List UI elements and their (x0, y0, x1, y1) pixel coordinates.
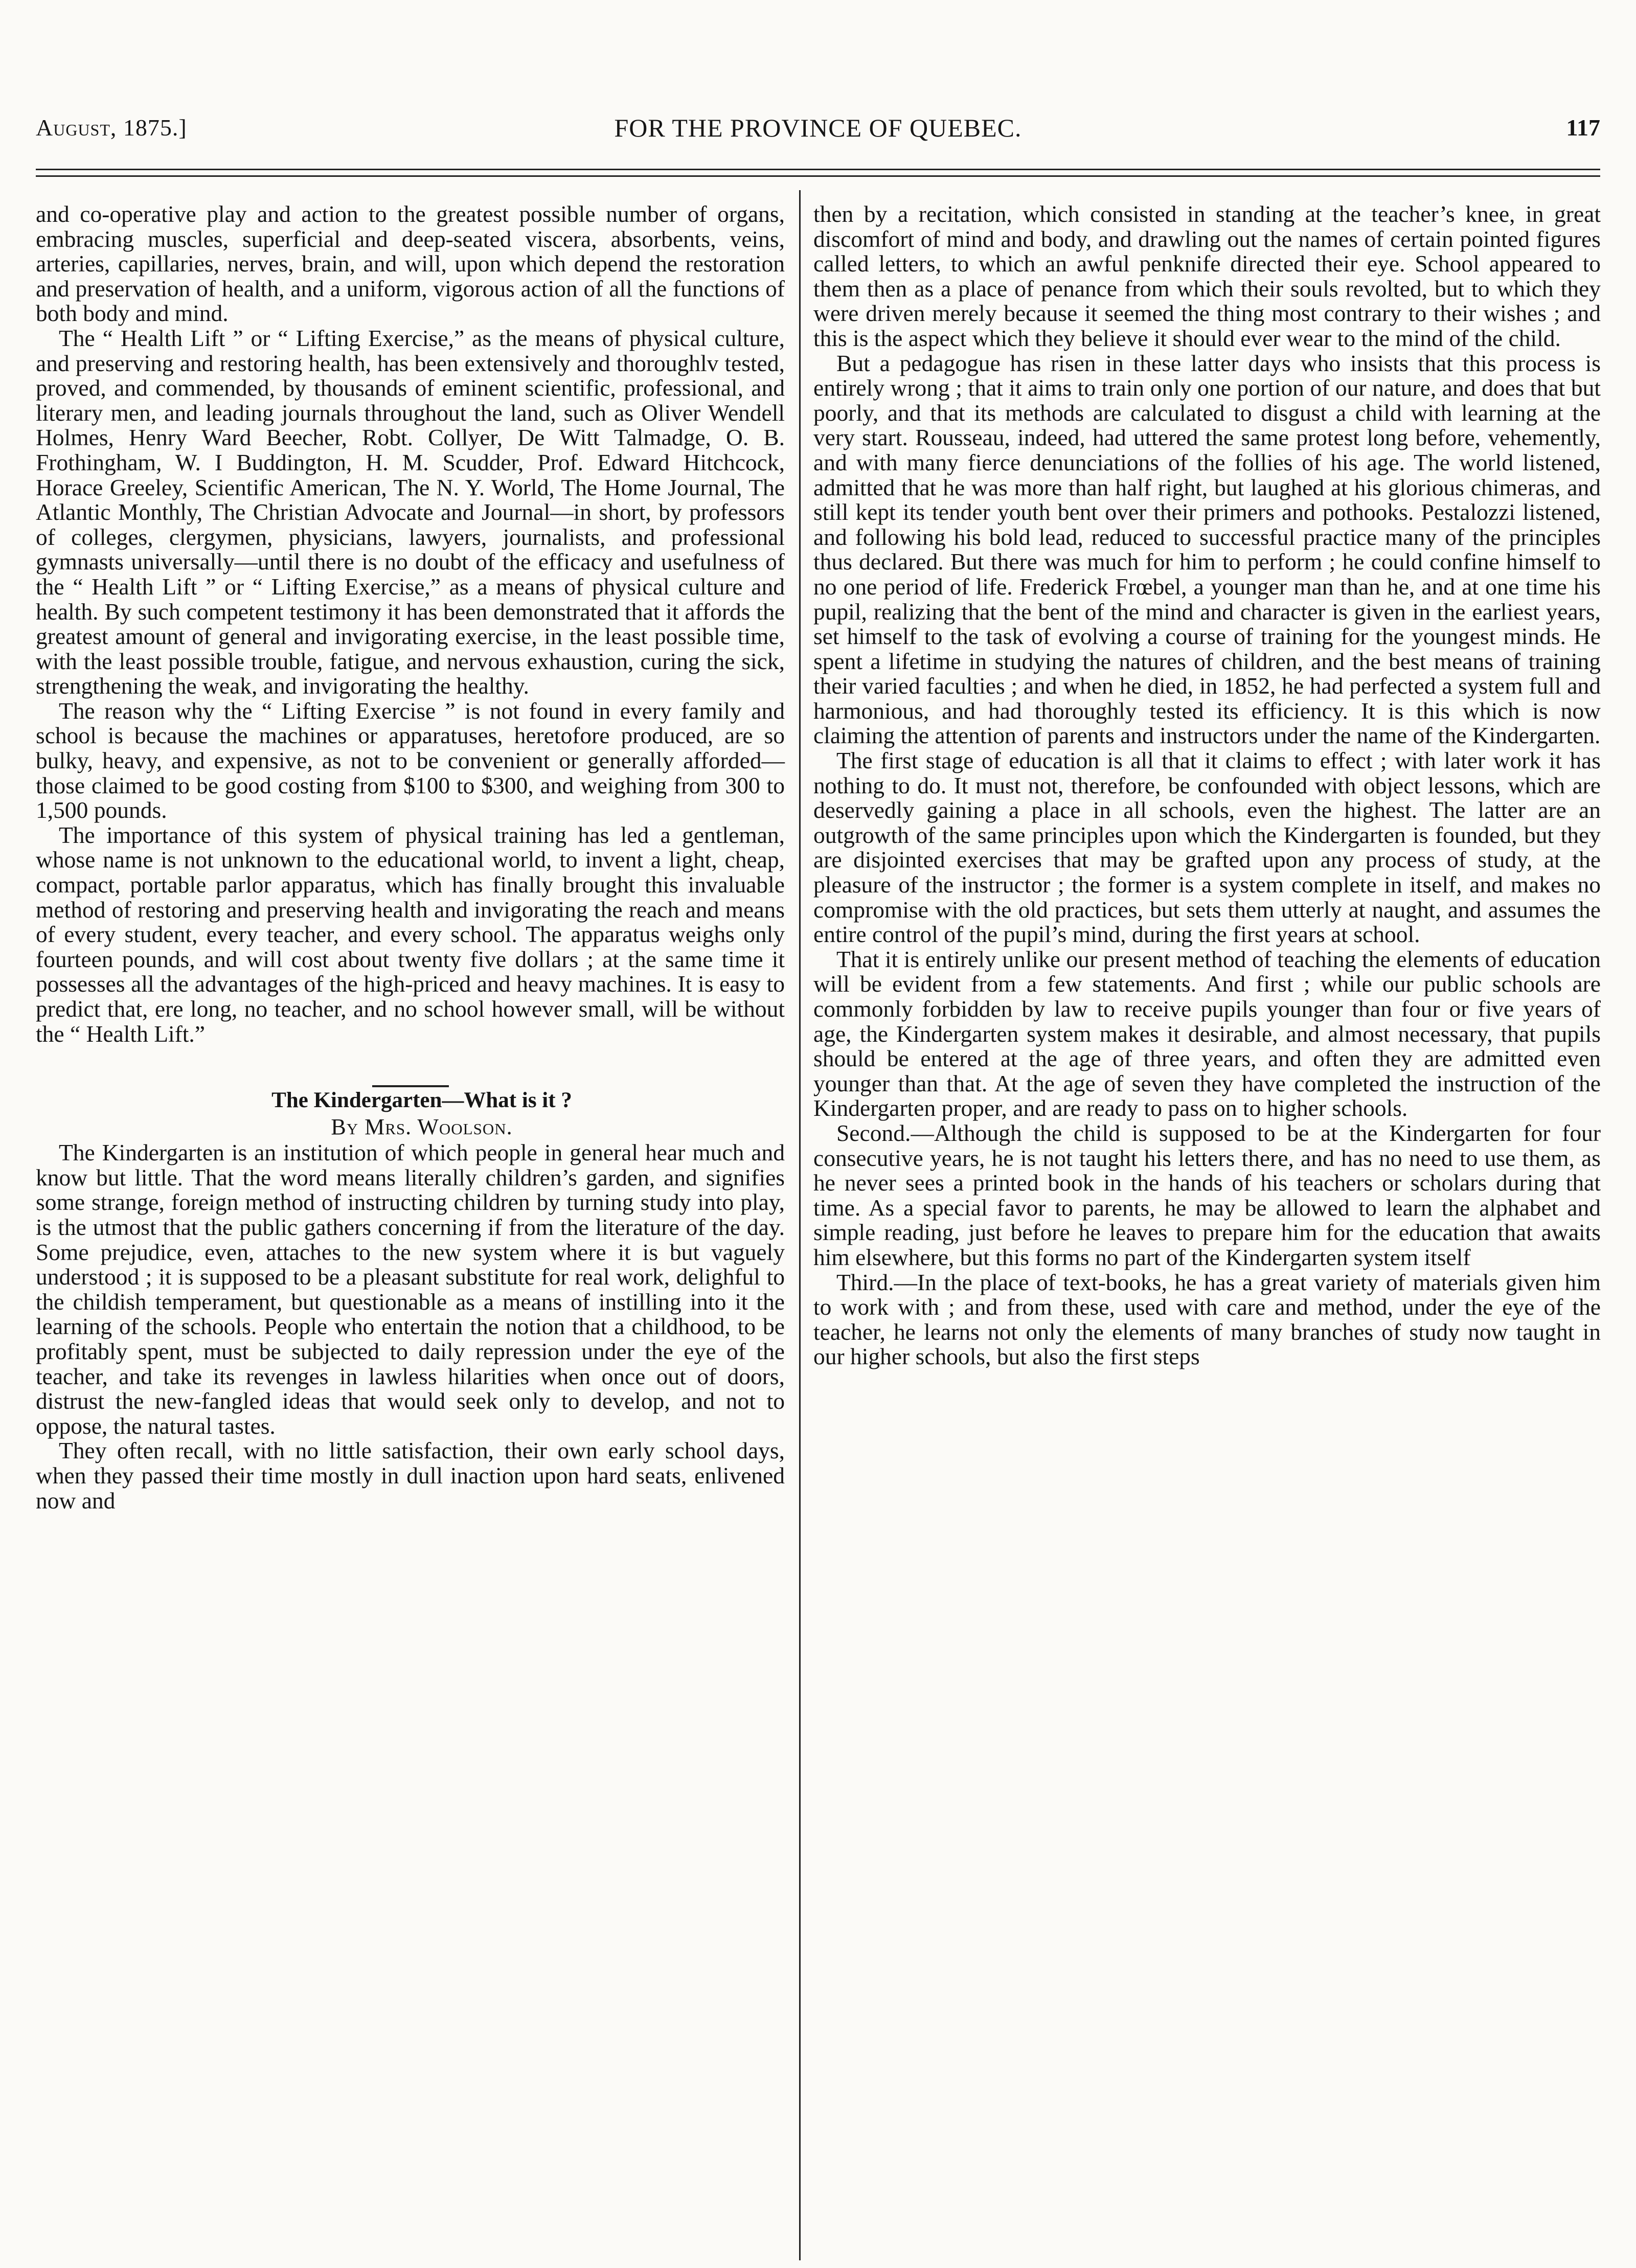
paragraph: They often recall, with no little satisfaction, their own early school days, when they passed their time mostly in dull inaction upon hard seats, enlivened now and (36, 1437, 785, 1514)
paragraph: But a pedagogue has risen in these latter days who insists that this process is entirely wrong ; that it aims to train only one portion of our nature, and does that but poorly, and that its methods are calculated to disgust a child with learning at the very start. Rousseau, indeed, had uttered the same protest long before, vehemently, and with many fierce denunciations of the follies of his age. The world listened, admitted that he was more than half right, but laughed at his glorious chimeras, and still kept its tender youth bent over their primers and pothooks. Pestalozzi listened, and following his bold lead, reduced to successful practice many of the principles thus declared. But there was much for him to perform ; he could confine himself to no one period of life. Frederick Frœbel, a younger man than he, and at one time his pupil, realizing that the bent of the mind and character is given in the earliest years, set himself to the task of evolving a course of training for the youngest minds. He spent a lifetime in studying the natures of children, and the best means of training their varied faculties ; and when he died, in 1852, he had perfected a system full and harmonious, and had thoroughly tested its efficiency. It is this which is now claiming the attention of parents and instructors under the name of the Kindergarten. (813, 350, 1601, 749)
running-header (36, 110, 1600, 146)
header-rule-top (36, 169, 1600, 170)
paragraph: The reason why the “ Lifting Exercise ” is not found in every family and school is because the machines or apparatuses, heretofore produced, are so bulky, heavy, and expensive, as not to be convenient or generally afforded—those claimed to be good costing from $100 to $300, and weighing from 300 to 1,500 pounds. (36, 697, 785, 823)
article-title: The Kindergarten—What is it ? (271, 1088, 572, 1113)
article-byline: By Mrs. Woolson. (331, 1114, 513, 1140)
paragraph: and co-operative play and action to the greatest possible number of organs, embracing muscles, superficial and deep-seated viscera, absorbents, veins, arteries, capillaries, nerves, brain, and will, upon which depend the restoration and preservation of health, and a uniform, vigorous action of all the functions of both body and mind. (36, 201, 785, 327)
paragraph: The first stage of education is all that it claims to effect ; with later work it has nothing to do. It must not, therefore, be confounded with object lessons, which are deservedly gaining a place in all schools, even the highest. The latter are an outgrowth of the same principles upon which the Kindergarten is founded, but they are disjointed exercises that may be grafted upon any process of study, at the pleasure of the instructor ; the former is a system complete in itself, and makes no compromise with the old practices, but sets them utterly at naught, and assumes the entire control of the pupil’s mind, during the first years at school. (813, 747, 1601, 948)
paragraph: The Kindergarten is an institution of which people in general hear much and know but little. That the word means literally children’s garden, and signifies some strange, foreign method of instructing children by turning study into play, is the utmost that the public gathers concerning if from the literature of the day. Some prejudice, even, attaches to the new system where it is but vaguely understood ; it is supposed to be a pleasant substitute for real work, delighful to the childish temperament, but questionable as a means of instilling into it the learning of the schools. People who entertain the notion that a childhood, to be profitably spent, must be subjected to daily repression under the eye of the teacher, and take its revenges in lawless hilarities when once out of doors, distrust the new-fangled ideas that would seek only to develop, and not to oppose, the natural tastes. (36, 1139, 785, 1439)
paragraph: That it is entirely unlike our present method of teaching the elements of education will be evident from a few statements. And first ; while our public schools are commonly forbidden by law to receive pupils younger than four or five years of age, the Kindergarten system makes it desirable, and almost necessary, that pupils should be entered at the age of three years, and often they are admitted even younger than that. At the age of seven they have completed the instruction of the Kindergarten proper, and are ready to pass on to higher schools. (813, 946, 1601, 1121)
left-column (36, 202, 785, 1513)
right-column (813, 202, 1601, 1369)
header-date: August, 1875.] (36, 114, 187, 141)
header-rule-bottom (36, 175, 1600, 177)
column-divider (799, 190, 801, 2260)
paragraph: Third.—In the place of text-books, he has a great variety of materials given him to work with ; and from these, used with care and method, under the eye of the teacher, he learns not only the elements of many branches of study now taught in our higher schools, but also the first steps (813, 1269, 1601, 1370)
paragraph: The “ Health Lift ” or “ Lifting Exercise,” as the means of physical culture, and preserving and restoring health, has been extensively and thoroughlv tested, proved, and commended, by thousands of eminent scientific, professional, and literary men, and leading journals throughout the land, such as Oliver Wendell Holmes, Henry Ward Beecher, Robt. Collyer, De Witt Talmadge, O. B. Frothingham, W. I Buddington, H. M. Scudder, Prof. Edward Hitchcock, Horace Greeley, Scientific American, The N. Y. World, The Home Journal, The Atlantic Monthly, The Christian Advocate and Journal—in short, by professors of colleges, clergymen, physicians, lawyers, journalists, and professional gymnasts universally—until there is no doubt of the efficacy and usefulness of the “ Health Lift ” or “ Lifting Exercise,” as a means of physical culture and health. By such competent testimony it has been demonstrated that it affords the greatest amount of general and invigorating exercise, in the least possible time, with the least possible trouble, fatigue, and nervous exhaustion, curing the sick, strengthening the weak, and invigorating the healthy. (36, 325, 785, 699)
header-page-number: 117 (1566, 114, 1600, 141)
paragraph: then by a recitation, which consisted in standing at the teacher’s knee, in great discomfort of mind and body, and drawling out the names of certain pointed figures called letters, to which an awful penknife directed their eye. School appeared to them then as a place of penance from which their souls revolted, but to which they were driven merely because it seemed the thing most contrary to their wishes ; and this is the aspect which they believe it should ever wear to the mind of the child. (813, 201, 1601, 351)
paragraph: The importance of this system of physical training has led a gentleman, whose name is not unknown to the educational world, to invent a light, cheap, compact, portable parlor apparatus, which has finally brought this invaluable method of restoring and preserving health and invigorating the reach and means of every student, every teacher, and every school. The apparatus weighs only fourteen pounds, and will cost about twenty five dollars ; at the same time it possesses all the advantages of the high-priced and heavy machines. It is easy to predict that, ere long, no teacher, and no school however small, will be without the “ Health Lift.” (36, 821, 785, 1047)
header-running-title: FOR THE PROVINCE OF QUEBEC. (614, 113, 1022, 142)
paragraph: Second.—Although the child is supposed to be at the Kindergarten for four consecutive years, he is not taught his letters there, and has no need to use them, as he never sees a printed book in the hands of his teachers or scholars during that time. As a special favor to parents, he may be allowed to learn the alphabet and simple reading, just before he leaves to prepare him for the education that awaits him elsewhere, but this forms no part of the Kindergarten system itself (813, 1119, 1601, 1270)
